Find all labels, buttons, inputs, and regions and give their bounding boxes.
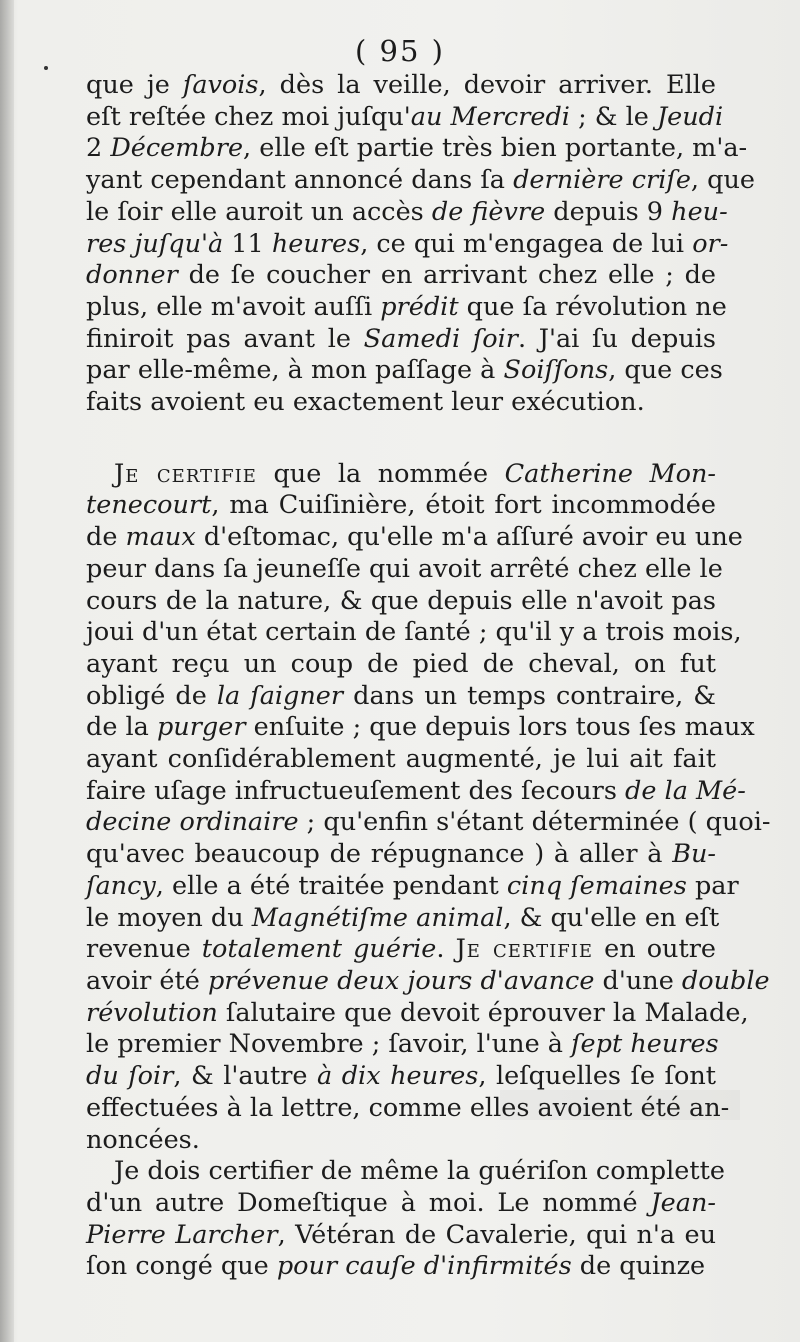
text-line: de la purger enſuite ; que depuis lors tous ſes maux [86,712,755,743]
paragraph-3 [86,1156,725,1283]
text-line: donner de ſe coucher en arrivant chez elle ; de [86,260,716,291]
text-line: tenecourt, ma Cuiſinière, étoit fort incommodée [86,490,716,521]
text-line: joui d'un état certain de ſanté ; qu'il y a trois mois, [86,617,742,648]
text-line: yant cependant annoncé dans ſa dernière criſe, que [86,165,755,196]
text-line: avoir été prévenue deux jours d'avance d'une double [86,965,770,996]
text-line: révolution ſalutaire que devoit éprouver la Malade, [86,997,749,1028]
text-line: ayant conſidérablement augmenté, je lui ait fait [86,744,716,775]
text-line: par elle-même, à mon paſſage à Soiſſons, que ces [86,355,723,386]
text-line: le moyen du Magnétiſme animal, & qu'elle en eſt [86,902,720,933]
text-line: eſt reſtée chez moi juſqu'au Mercredi ; & le Jeudi [86,101,724,132]
text-line: Je certifie que la nommée Catherine Mon- [114,458,716,489]
text-line: ſancy, elle a été traitée pendant cinq ſemaines par [86,870,739,901]
paragraph-1 [86,70,755,419]
text-line: cours de la nature, & que depuis elle n'avoit pas [86,585,716,616]
text-line: qu'avec beaucoup de répugnance ) à aller à Bu- [86,839,716,870]
page-number: ( 95 ) [355,34,445,68]
text-line: res juſqu'à 11 heures, ce qui m'engagea de lui or- [86,228,729,259]
text-line: de maux d'eſtomac, qu'elle m'a aſſuré avoir eu une [86,522,743,553]
text-line: ayant reçu un coup de pied de cheval, on fut [86,648,716,679]
text-line: le ſoir elle auroit un accès de fièvre depuis 9 heu- [86,196,728,227]
text-line: 2 Décembre, elle eſt partie très bien portante, m'a- [86,133,748,164]
text-line: peur dans ſa jeuneſſe qui avoit arrêté chez elle le [86,553,723,584]
text-line: du ſoir, & l'autre à dix heures, leſquelles ſe ſont [86,1061,716,1092]
text-line: effectuées à la lettre, comme elles avoient été an- [86,1092,730,1123]
text-line: Pierre Larcher, Vétéran de Cavalerie, qui n'a eu [86,1219,716,1250]
text-line: plus, elle m'avoit auſſi prédit que ſa révolution ne [86,291,727,322]
text-line: finiroit pas avant le Samedi ſoir. J'ai ſu depuis [86,323,716,354]
text-line: le premier Novembre ; ſavoir, l'une à ſept heures [86,1029,719,1060]
text-line: decine ordinaire ; qu'enfin s'étant déterminée ( quoi- [86,807,771,838]
text-line: Je dois certifier de même la guériſon complette [114,1156,725,1187]
text-line: faits avoient eu exactement leur exécution. [86,387,645,418]
text-line: que je ſavois, dès la veille, devoir arriver. Elle [86,70,717,100]
text-line: revenue totalement guérie. Je certifie en outre [86,934,716,965]
paragraph-2 [86,458,771,1156]
text-line: noncées. [86,1124,200,1155]
page-gutter [0,0,14,1342]
text-line: faire uſage infructueuſement des ſecours de la Mé- [86,775,746,806]
text-line: ſon congé que pour cauſe d'infirmités de quinze [86,1251,706,1282]
text-line: d'un autre Domeſtique à moi. Le nommé Jean- [86,1187,716,1218]
page-text [86,70,771,1283]
text-line: obligé de la ſaigner dans un temps contraire, & [86,680,716,711]
